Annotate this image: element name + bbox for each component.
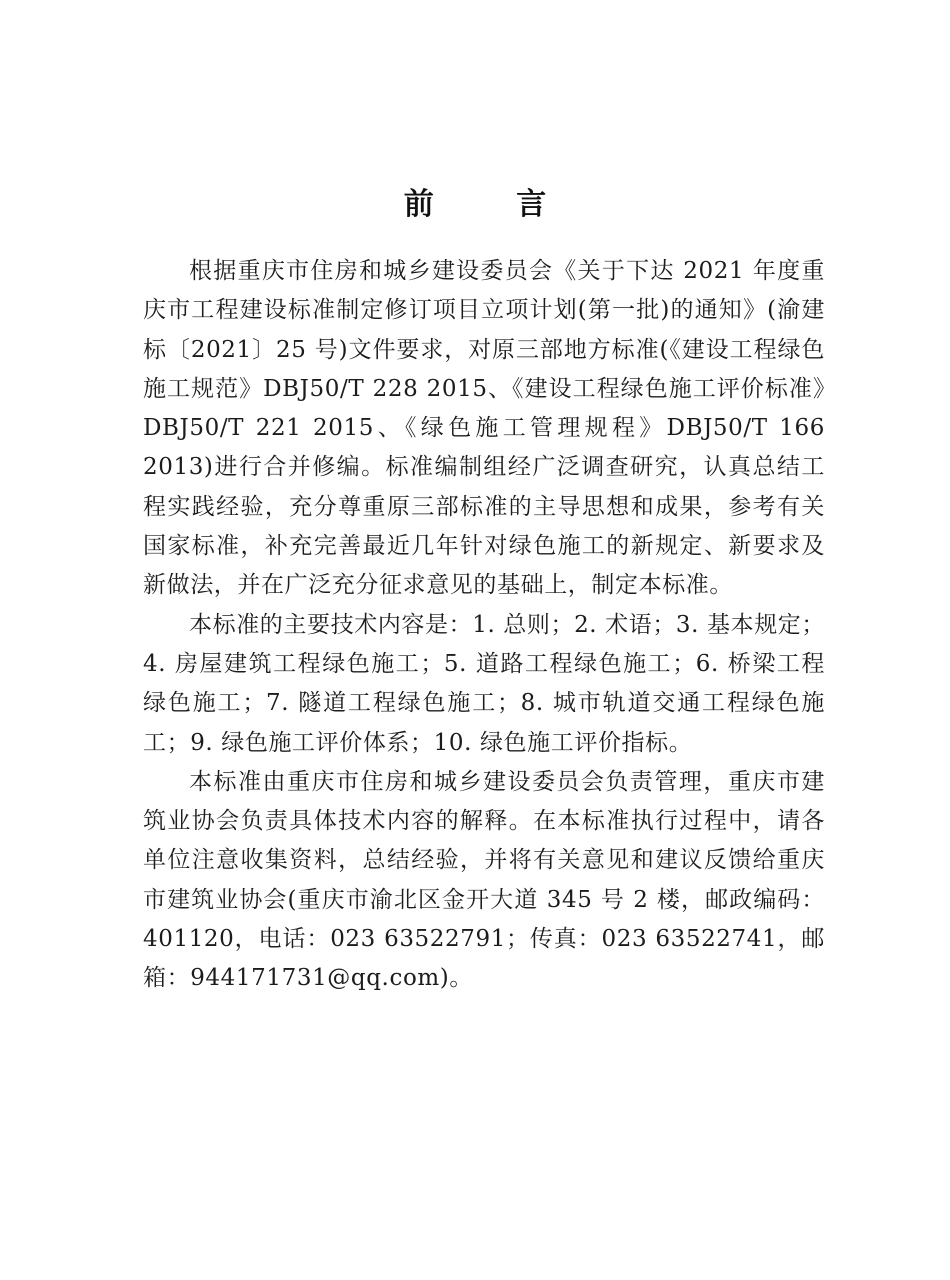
paragraph-technical-content: 本标准的主要技术内容是：1. 总则；2. 术语；3. 基本规定；4. 房屋建筑工程绿色施工；5. 道路工程绿色施工；6. 桥梁工程绿色施工；7. 隧道工程绿色施工；8. 城市轨道交通工程绿色施工；9. 绿色施工评价体系；10. 绿色施工评价指标。 (143, 611, 825, 756)
preface-body (143, 252, 825, 999)
paragraph-management-contact: 本标准由重庆市住房和城乡建设委员会负责管理，重庆市建筑业协会负责具体技术内容的解释。在本标准执行过程中，请各单位注意收集资料，总结经验，并将有关意见和建议反馈给重庆市建筑业协会(重庆市渝北区金开大道 345 号 2 楼，邮政编码：401120，电话：023 63522791；传真：023 63522741，邮箱：944171731@qq.com)。 (143, 768, 825, 992)
paragraph-background: 根据重庆市住房和城乡建设委员会《关于下达 2021 年度重庆市工程建设标准制定修订项目立项计划(第一批)的通知》(渝建标〔2021〕25 号)文件要求，对原三部地方标准(《建设工程绿色施工规范》DBJ50/T 228 2015、《建设工程绿色施工评价标准》DBJ50/T 221 2015、《绿色施工管理规程》DBJ50/T 166 2013)进行合并修编。标准编制组经广泛调查研究，认真总结工程实践经验，充分尊重原三部标准的主导思想和成果，参考有关国家标准，补充完善最近几年针对绿色施工的新规定、新要求及新做法，并在广泛充分征求意见的基础上，制定本标准。 (143, 258, 825, 599)
page-title: 前 言 (403, 187, 583, 223)
